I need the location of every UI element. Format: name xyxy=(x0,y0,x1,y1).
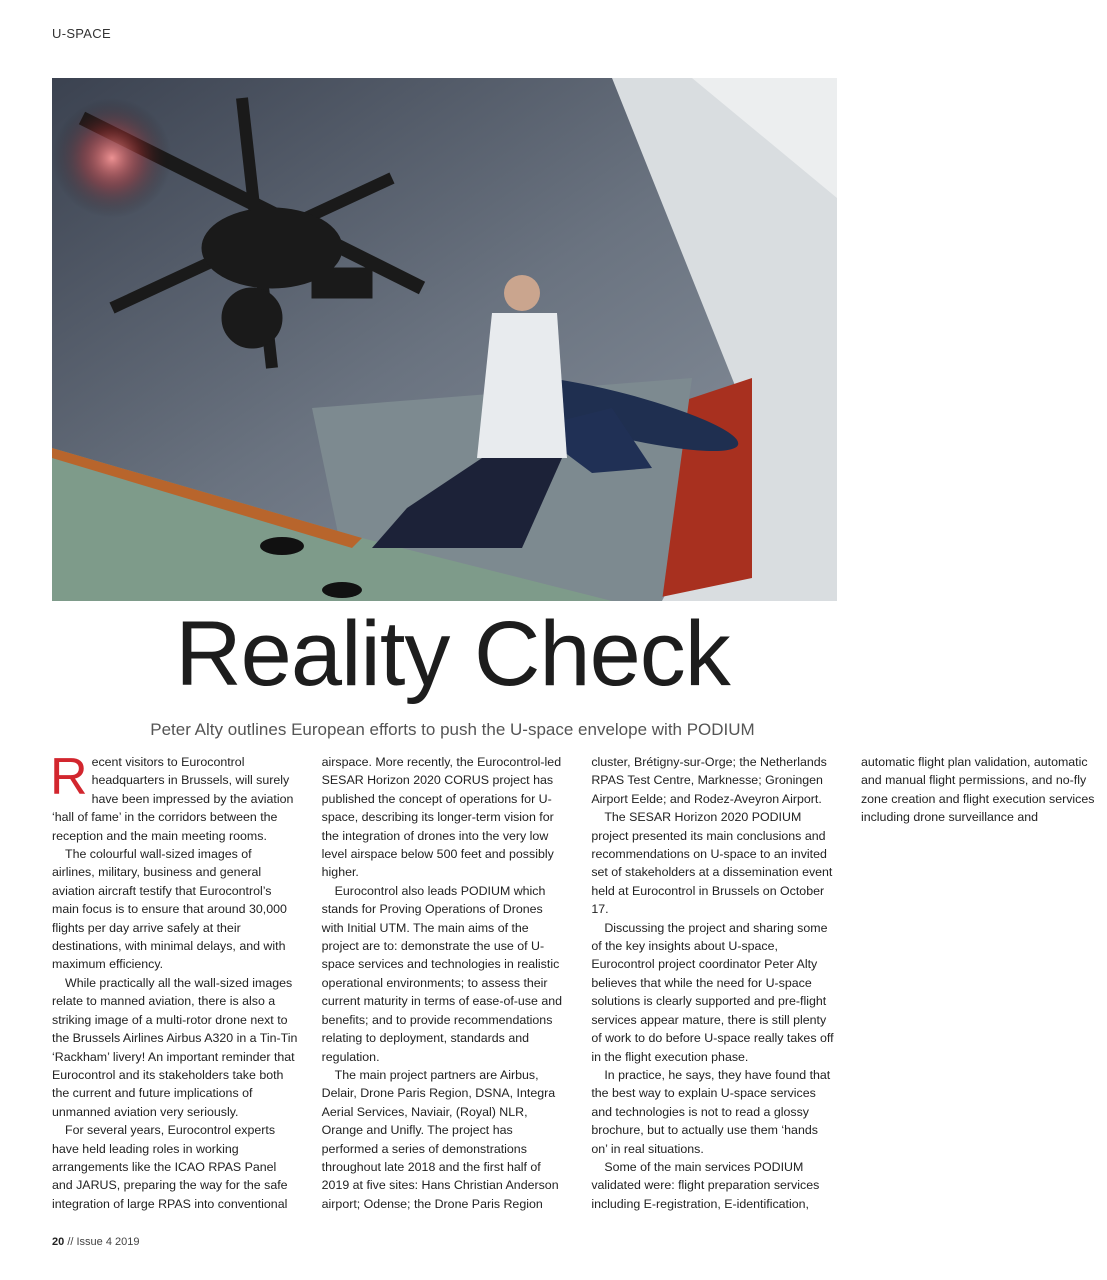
article-body xyxy=(50,748,1095,1215)
article-paragraph: Some of the main services PODIUM validated were: flight preparation services including E-registration, E-identification, automatic flight plan validation, automatic and manual flight permissions, and no-fly zone creation and flight execution services including drone surveillance and xyxy=(591,755,1095,1211)
section-label: U-SPACE xyxy=(52,26,111,41)
article-paragraph: Recent visitors to Eurocontrol headquarters in Brussels, will surely have been impressed by the aviation ‘hall of fame’ in the corridors between the reception and the main meeting rooms. xyxy=(50,748,294,843)
article-paragraph: The SESAR Horizon 2020 PODIUM project presented its main conclusions and recommendations on U-space to an invited set of stakeholders at a dissemination event held at Eurocontrol in Brussels on October 17. xyxy=(591,810,833,917)
article-paragraph: The main project partners are Airbus, Delair, Drone Paris Region, DSNA, Integra Aerial Services, Naviair, (Royal) NLR, Orange and Unifly. The project has performed a series of demonstrations throughout late 2018 and the first half of 2019 at five sites: Hans Christian Anderson airport; Odense; the Drone Paris Region cluster, Brétigny-sur-Orge; the Netherlands RPAS Test Centre, Marknesse; Groningen Airport Eelde; and Rodez-Aveyron Airport. xyxy=(321,755,827,1211)
article-paragraph: The colourful wall-sized images of airlines, military, business and general aviation aircraft testify that Eurocontrol’s main focus is to ensure that around 30,000 flights per day arrive safely at their destinations, with minimal delays, and with maximum efficiency. xyxy=(52,847,287,972)
issue-label: // Issue 4 2019 xyxy=(67,1236,140,1248)
article-paragraph: In practice, he says, they have found that the best way to explain U-space services and technologies is not to read a glossy brochure, but to actually use them ‘hands on’ in real situations. xyxy=(591,1067,831,1156)
article-paragraph: For several years, Eurocontrol experts have held leading roles in working arrangements like the ICAO RPAS Panel and JARUS, preparing the way for the safe integration of large RPAS into conventional airspace. More recently, the Eurocontrol-led SESAR Horizon 2020 CORUS project has published the concept of operations for U-space, describing its longer-term vision for the integration of drones into the very low level airspace below 500 feet and possibly higher. xyxy=(52,755,562,1211)
page-footer xyxy=(52,1236,139,1248)
page-number: 20 xyxy=(52,1236,65,1248)
hero-photo xyxy=(52,78,837,601)
article-paragraph: Discussing the project and sharing some of the key insights about U-space, Eurocontrol project coordinator Peter Alty believes that while the need for U-space solutions is clearly supported and pre-flight services appear mature, there is still plenty of work to do before U-space really takes off in the flight execution phase. xyxy=(591,920,834,1064)
article-paragraph: Eurocontrol also leads PODIUM which stands for Proving Operations of Drones with Initial UTM. The main aims of the project are to: demonstrate the use of U-space services and technologies in realistic operational environments; to assess their current maturity in terms of ease-of-use and benefits; and to provide recommendations relating to deployment, standards and regulation. xyxy=(321,883,562,1064)
article-title: Reality Check xyxy=(175,603,730,705)
article-paragraph: While practically all the wall-sized images relate to manned aviation, there is also a striking image of a multi-rotor drone next to the Brussels Airlines Airbus A320 in a Tin-Tin ‘Rackham’ livery! An important reminder that Eurocontrol and its stakeholders take both the current and future implications of unmanned aviation very seriously. xyxy=(52,975,298,1119)
article-standfirst: Peter Alty outlines European efforts to push the U-space envelope with PODIUM xyxy=(150,720,755,739)
drop-cap: R xyxy=(50,748,88,806)
